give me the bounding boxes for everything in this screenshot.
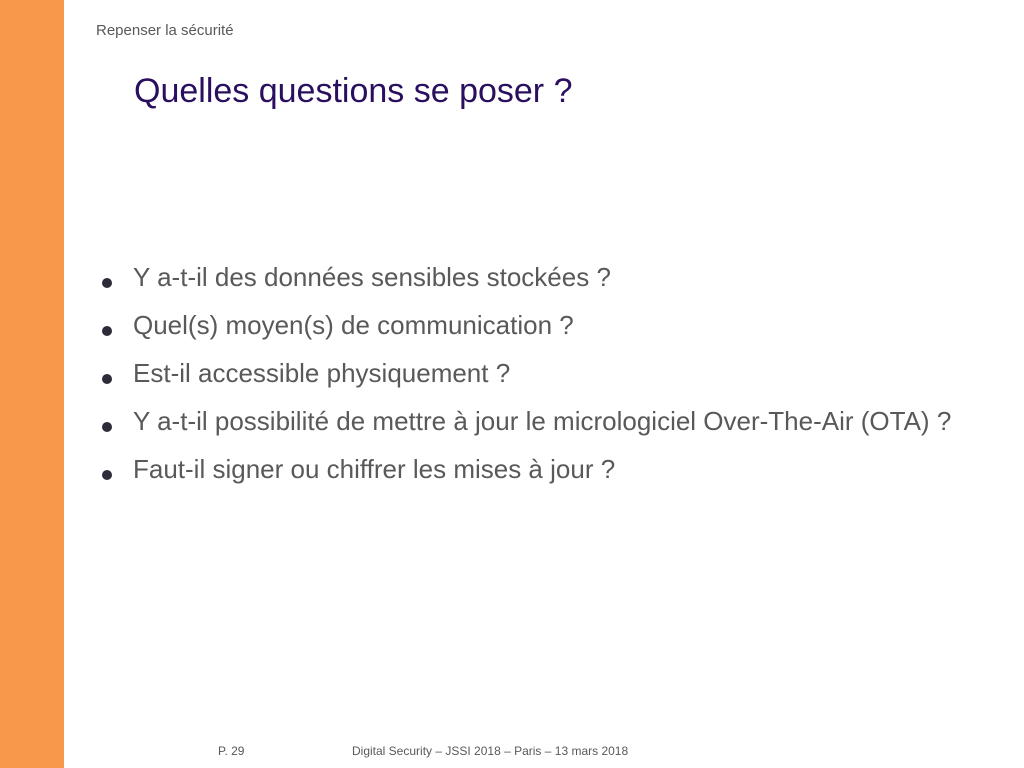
page-number: P. 29 bbox=[218, 744, 245, 758]
footer-info: Digital Security – JSSI 2018 – Paris – 13 mars 2018 bbox=[352, 744, 629, 758]
bullet-item bbox=[100, 454, 980, 484]
slide-title: Quelles questions se poser ? bbox=[134, 72, 573, 110]
bullet-item bbox=[100, 262, 980, 292]
section-label: Repenser la sécurité bbox=[96, 22, 234, 39]
accent-bar bbox=[0, 0, 64, 768]
bullet-list bbox=[100, 262, 980, 502]
bullet-dot-icon bbox=[102, 422, 112, 432]
bullet-text: Y a-t-il des données sensibles stockées ? bbox=[133, 262, 611, 292]
bullet-item bbox=[100, 406, 980, 436]
bullet-item bbox=[100, 358, 980, 388]
bullet-item bbox=[100, 310, 980, 340]
bullet-dot-icon bbox=[102, 470, 112, 480]
bullet-dot-icon bbox=[102, 326, 112, 336]
bullet-text: Quel(s) moyen(s) de communication ? bbox=[133, 310, 574, 340]
bullet-dot-icon bbox=[102, 278, 112, 288]
bullet-text: Faut-il signer ou chiffrer les mises à jour ? bbox=[133, 454, 616, 484]
bullet-text: Est-il accessible physiquement ? bbox=[133, 358, 511, 388]
bullet-text: Y a-t-il possibilité de mettre à jour le micrologiciel Over-The-Air (OTA) ? bbox=[133, 406, 952, 436]
bullet-dot-icon bbox=[102, 374, 112, 384]
